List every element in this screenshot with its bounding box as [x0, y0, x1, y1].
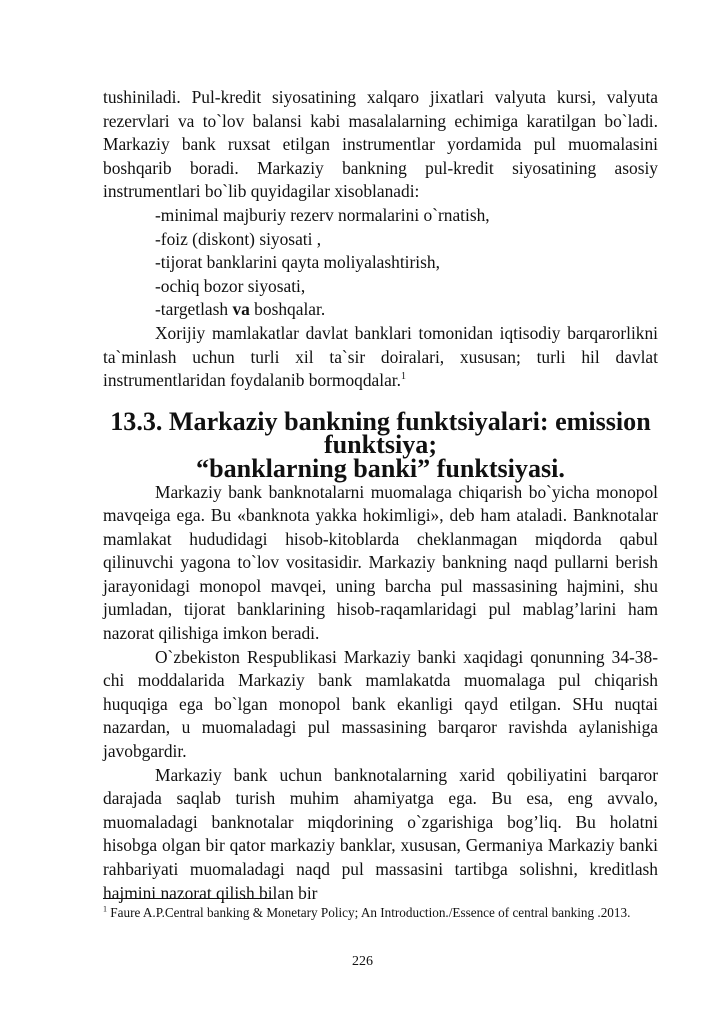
footnote-reference[interactable]: 1: [400, 371, 406, 383]
page-number: 226: [352, 954, 373, 969]
footnote: [103, 904, 658, 922]
list-item: [103, 298, 658, 322]
list-item: -tijorat banklarini qayta moliyalashtirish,: [155, 252, 440, 273]
paragraph-text: Xorijiy mamlakatlar davlat banklari tomonidan iqtisodiy barqarorlikni ta`minlash uchun turli xil ta`sir doiralari, xususan; turli hil davlat instrumentlaridan foydalanib bormoqdalar.: [103, 322, 658, 391]
footnote-divider: [103, 898, 273, 899]
list-item: -foiz (diskont) siyosati ,: [155, 228, 322, 249]
footnote-marker: 1: [103, 904, 107, 914]
paragraph: O`zbekiston Respublikasi Markaziy banki xaqidagi qonunning 34-38- chi moddalarida Markaziy bank mamlakatda muomalaga pul chiqarish huquqiga ega bo`lgan monopol bank ekanligi qayd etilgan. SHu nuqtai nazardan, u muomaladagi pul massasining barqaror ravishda aylanishiga javobgardir.: [103, 646, 658, 762]
section-heading-line: “banklarning banki” funktsiyasi.: [196, 453, 565, 483]
list-item: -minimal majburiy rezerv normalarini o`rnatish,: [155, 204, 490, 225]
page-body: [103, 86, 658, 905]
list-item-text: boshqalar.: [249, 299, 326, 320]
section-heading-line: 13.3. Markaziy bankning funktsiyalari: emission funktsiya;: [110, 406, 651, 460]
paragraph-continuation: tushiniladi. Pul-kredit siyosatining xalqaro jixatlari valyuta kursi, valyuta rezervlari va to`lov balansi kabi masalalarning echimiga karatilgan bo`ladi. Markaziy bank ruxsat etilgan instrumentlar yordamida pul muomalasini boshqarib boradi. Markaziy bankning pul-kredit siyosatining asosiy instrumentlari bo`lib quyidagilar xisoblanadi:: [103, 87, 658, 202]
list-item-text: -targetlash: [155, 299, 233, 320]
paragraph: [103, 322, 658, 393]
paragraph: Markaziy bank uchun banknotalarning xarid qobiliyatini barqaror darajada saqlab turish muhim ahamiyatga ega. Bu esa, eng avvalo, muomaladagi banknotalar miqdorining o`zgarishiga bog’liq. Bu holatni hisobga olgan bir qator markaziy banklar, xususan, Germaniya Markaziy banki rahbariyati muomaladagi naqd pul massasini tartibga solishni, kreditlash hajmini nazorat qilish bilan bir: [103, 764, 658, 903]
list-item-bold-word: va: [232, 299, 250, 320]
section-heading: [103, 406, 658, 483]
footnote-text: Faure A.P.Central banking & Monetary Policy; An Introduction./Essence of central banking .2013.: [107, 905, 631, 920]
list-item: -ochiq bozor siyosati,: [155, 275, 306, 296]
paragraph: Markaziy bank banknotalarni muomalaga chiqarish bo`yicha monopol mavqeiga ega. Bu «banknota yakka hokimligi», deb ham ataladi. Banknotalar mamlakat hududidagi hisob-kitoblarda cheklanmagan miqdorda qabul qilinuvchi yagona to`lov vositasidir. Markaziy bankning naqd pullarni berish jarayonidagi monopol mavqei, uning barcha pul massasining hajmini, shu jumladan, tijorat banklarining hisob-raqamlaridagi pul mablag’larini ham nazorat qilishiga imkon beradi.: [103, 481, 658, 644]
